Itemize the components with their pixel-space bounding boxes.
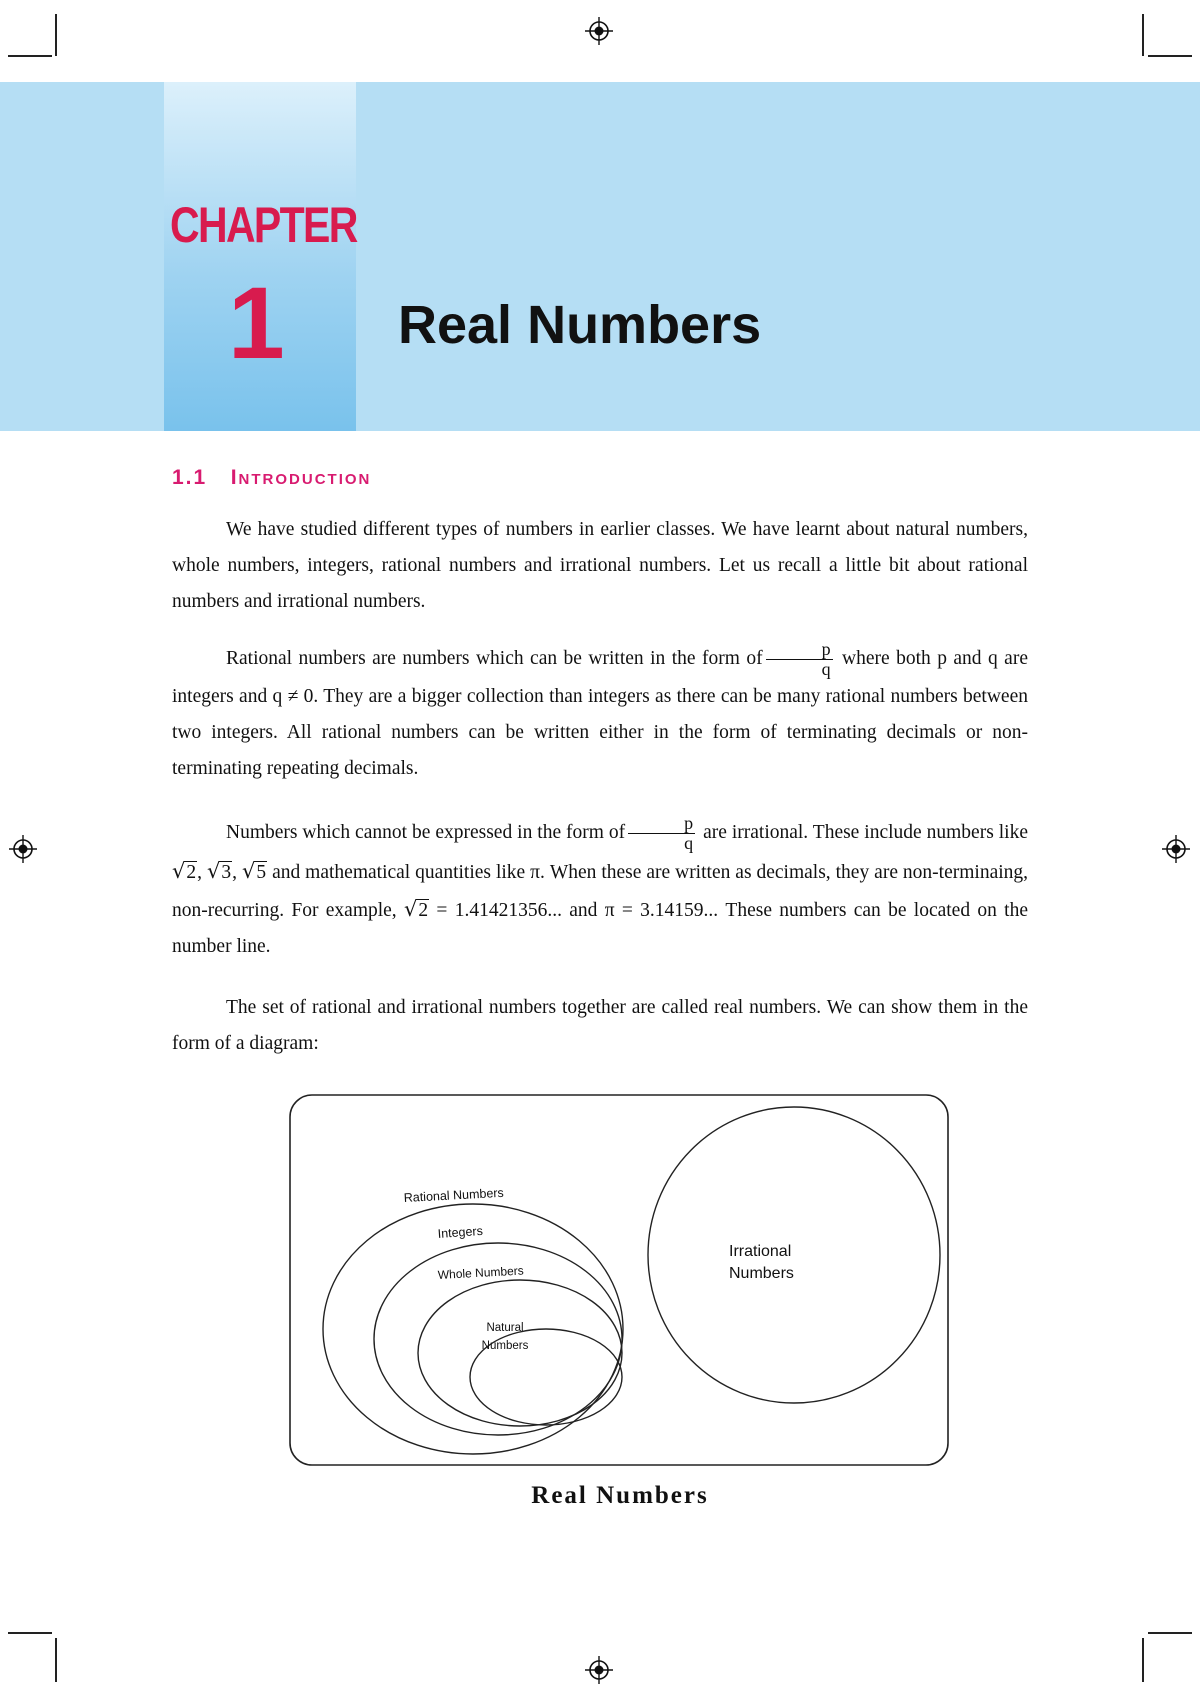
fraction-denominator: q: [684, 833, 694, 853]
natural-numbers-label-line1: Natural: [486, 1322, 524, 1334]
chapter-number: 1: [228, 266, 285, 380]
paragraph-3-text-c: and mathematical quantities like π. When these are written as decimals, they are non-terminaing, non-recurring. For example,: [172, 862, 1029, 921]
crop-mark: [8, 1632, 52, 1634]
fraction-denominator: q: [821, 659, 831, 679]
rational-numbers-ellipse: [323, 1204, 623, 1454]
sqrt-5: √5: [241, 859, 267, 883]
chapter-word: CHAPTER: [170, 197, 357, 253]
crop-mark: [55, 1638, 57, 1682]
crop-mark: [1148, 55, 1192, 57]
rational-numbers-label: Rational Numbers: [403, 1185, 505, 1205]
paragraph-2: [172, 640, 1028, 787]
registration-mark-icon: [9, 835, 37, 863]
fraction-numerator: p: [628, 814, 695, 834]
section-heading: [172, 466, 371, 490]
paragraph-2-text-b: where both p and q are integers and q ≠ 0. They are a bigger collection than integers as there can be many rational numbers between two integers. All rational numbers can be written either in the form of terminating decimals or non-terminating repeating decimals.: [172, 647, 1028, 779]
section-title: Introduction: [230, 466, 372, 489]
crop-mark: [55, 14, 57, 56]
crop-mark: [1142, 14, 1144, 56]
paragraph-2-text-a: Rational numbers are numbers which can be written in the form of: [226, 647, 763, 669]
sqrt-2: √2: [172, 859, 197, 883]
registration-mark-icon: [585, 1656, 613, 1684]
diagram-caption: Real Numbers: [531, 1482, 709, 1509]
whole-numbers-label: Whole Numbers: [437, 1263, 525, 1282]
chapter-title: Real Numbers: [398, 295, 762, 355]
paragraph-3-text-a: Numbers which cannot be expressed in the form of: [226, 821, 626, 843]
crop-mark: [1142, 1638, 1144, 1682]
registration-mark-icon: [585, 17, 613, 45]
sqrt-2-example: √2: [403, 897, 429, 921]
natural-numbers-label-line2: Numbers: [481, 1340, 529, 1352]
paragraph-3-text-e: These numbers can be located on the number line.: [172, 900, 1029, 957]
whole-numbers-ellipse: [418, 1280, 622, 1426]
section-number: 1.1: [172, 466, 208, 489]
sqrt-5-value: 5: [256, 862, 267, 883]
irrational-numbers-circle: [648, 1107, 940, 1403]
sqrt-2-example-value: 2: [418, 900, 429, 921]
sqrt-3-value: 3: [221, 862, 232, 883]
paragraph-4: The set of rational and irrational numbers together are called real numbers. We can show them in the form of a diagram:: [172, 997, 1028, 1054]
crop-mark: [1148, 1632, 1192, 1634]
diagram-frame: [290, 1095, 948, 1465]
sqrt-2-value: 2: [186, 862, 197, 883]
sqrt-3: √3: [206, 859, 232, 883]
crop-mark: [8, 55, 52, 57]
paragraph-3: Numbers which cannot be expressed in the form of $\frac{p}{q}$ are irrational. These include numbers like √2, √3, √5 and mathematical quantities like π. When these are written as decimals, they are non-terminaing, non-recurring. For example, √2 = 1.41421356... and π = 3.14159... These numbers can be located on the number line.: [172, 813, 1029, 957]
fraction-p-over-q: [628, 814, 695, 853]
integers-label: Integers: [437, 1223, 484, 1241]
irrational-numbers-label-line1: Irrational: [729, 1243, 792, 1260]
paragraph-3-text-b: are irrational. These include numbers like: [698, 821, 1028, 843]
real-numbers-diagram: [286, 1092, 952, 1469]
fraction-numerator: p: [766, 640, 833, 660]
paragraph-1: We have studied different types of numbers in earlier classes. We have learnt about natural numbers, whole numbers, integers, rational numbers and irrational numbers. Let us recall a little bit about rational numbers and irrational numbers.: [172, 519, 1028, 612]
paragraph-3-text-d: = 1.41421356... and π = 3.14159...: [429, 900, 719, 921]
registration-mark-icon: [1162, 835, 1190, 863]
irrational-numbers-label-line2: Numbers: [729, 1265, 794, 1282]
fraction-p-over-q: [766, 640, 833, 679]
